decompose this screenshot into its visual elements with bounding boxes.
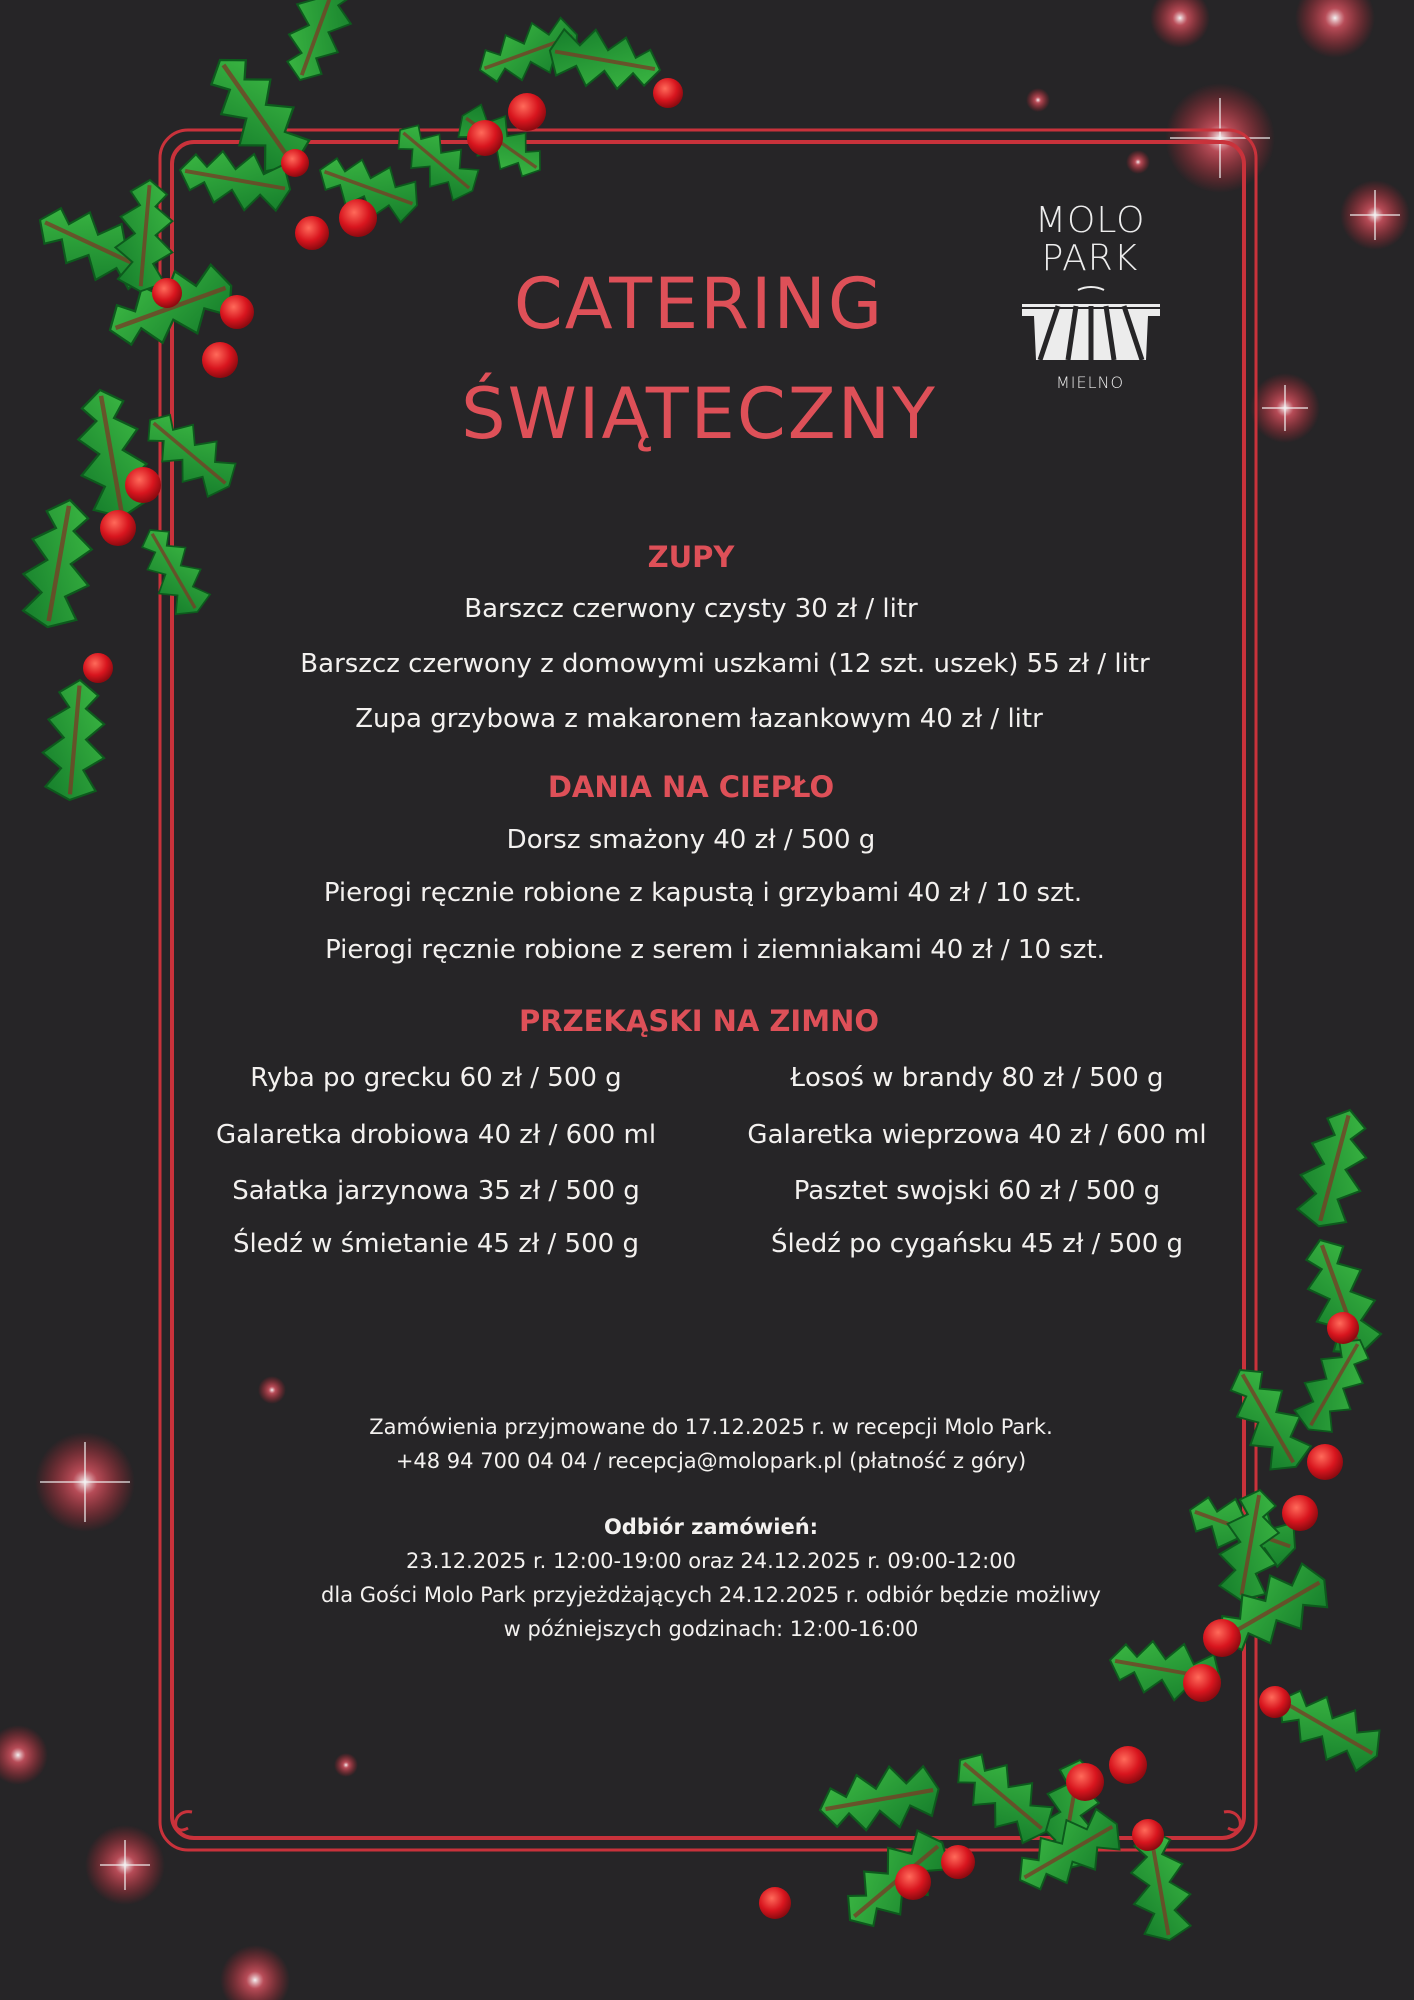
order-info (4, 1410, 1414, 1478)
logo-place: MIELNO (1055, 373, 1125, 392)
soup-item: Barszcz czerwony z domowymi uszkami (12 szt. uszek) 55 zł / litr (300, 649, 1150, 679)
hot-item: Dorsz smażony 40 zł / 500 g (506, 825, 876, 855)
pickup-line2: dla Gości Molo Park przyjeżdżających 24.12.2025 r. odbiór będzie możliwy (321, 1583, 1101, 1607)
order-contact: +48 94 700 04 04 / recepcja@molopark.pl (płatność z góry) (395, 1449, 1027, 1473)
cold-item: Sałatka jarzynowa 35 zł / 500 g (232, 1176, 640, 1206)
title-line1: CATERING (513, 263, 885, 345)
soup-item: Zupa grzybowa z makaronem łazankowym 40 zł / litr (355, 704, 1043, 734)
section-heading-soups: ZUPY (647, 540, 735, 574)
pickup-heading: Odbiór zamówień: (603, 1515, 819, 1539)
cold-item: Pasztet swojski 60 zł / 500 g (793, 1176, 1161, 1206)
section-heading-hot: DANIA NA CIEPŁO (547, 770, 835, 804)
pickup-line1: 23.12.2025 r. 12:00-19:00 oraz 24.12.2025 r. 09:00-12:00 (406, 1549, 1016, 1573)
hot-item: Pierogi ręcznie robione z serem i ziemniakami 40 zł / 10 szt. (325, 935, 1105, 965)
cold-item: Śledź w śmietanie 45 zł / 500 g (233, 1229, 639, 1259)
pickup-line3: w późniejszych godzinach: 12:00-16:00 (503, 1617, 919, 1641)
cold-item: Galaretka wieprzowa 40 zł / 600 ml (747, 1120, 1207, 1150)
hot-item: Pierogi ręcznie robione z kapustą i grzybami 40 zł / 10 szt. (323, 878, 1083, 908)
logo-line2: PARK (1041, 238, 1139, 279)
cold-item: Galaretka drobiowa 40 zł / 600 ml (215, 1120, 657, 1150)
order-info-line1: Zamówienia przyjmowane do 17.12.2025 r. w recepcji Molo Park. (369, 1415, 1053, 1439)
title-line2: ŚWIĄTECZNY (461, 373, 937, 455)
soup-item: Barszcz czerwony czysty 30 zł / litr (464, 594, 918, 624)
logo-line1: MOLO (1035, 200, 1146, 241)
cold-item: Śledź po cygańsku 45 zł / 500 g (770, 1229, 1184, 1259)
pickup-info (4, 1510, 1414, 1646)
cold-item: Ryba po grecku 60 zł / 500 g (250, 1063, 622, 1093)
section-heading-cold: PRZEKĄSKI NA ZIMNO (519, 1004, 879, 1038)
cold-item: Łosoś w brandy 80 zł / 500 g (790, 1063, 1164, 1093)
